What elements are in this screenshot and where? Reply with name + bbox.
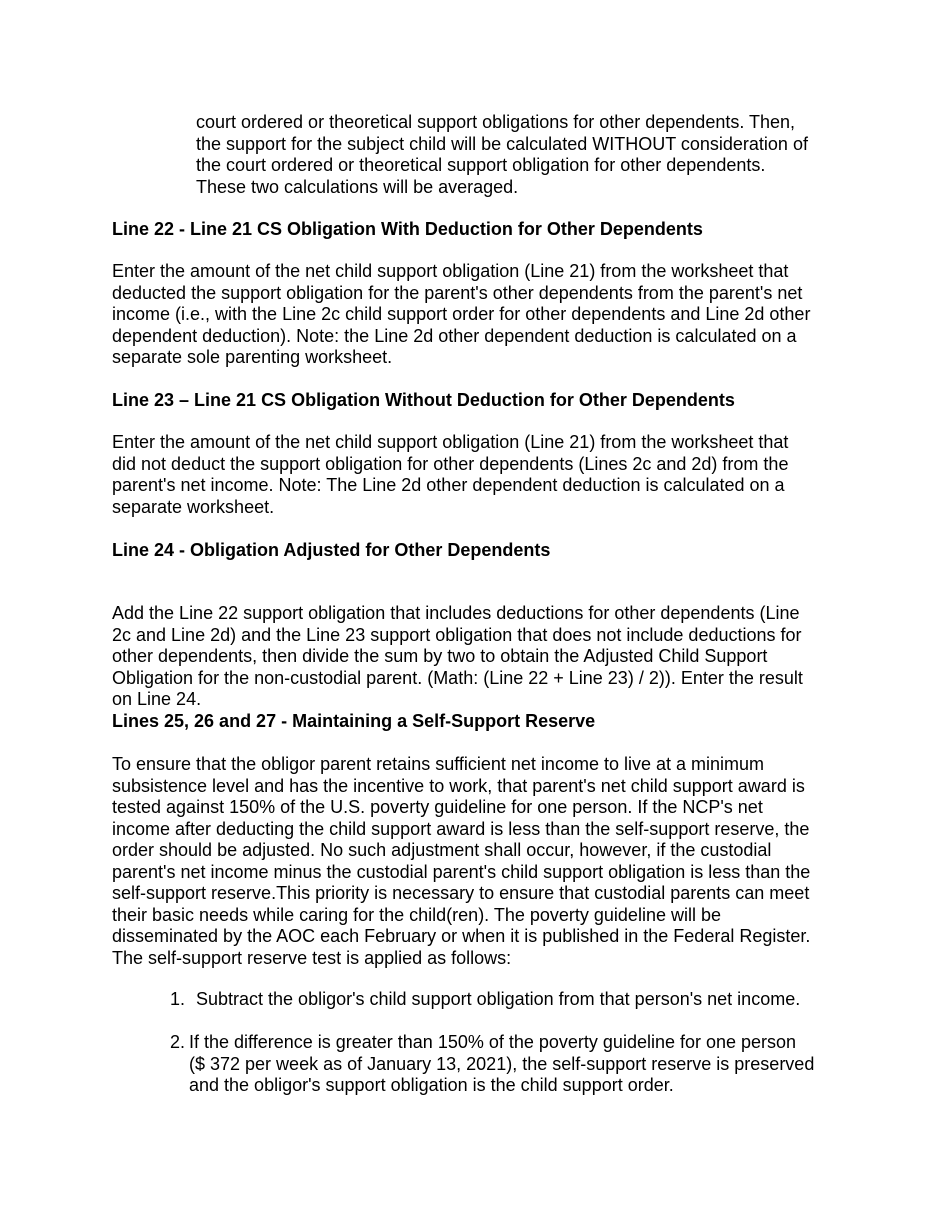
list-number: 1. xyxy=(170,989,186,1009)
section-heading-lines-25-27: Lines 25, 26 and 27 - Maintaining a Self-Support Reserve xyxy=(112,711,596,731)
list-number: 2. xyxy=(170,1032,186,1052)
section-heading-line-23: Line 23 – Line 21 CS Obligation Without Deduction for Other Dependents xyxy=(112,390,735,410)
section-heading-line-24: Line 24 - Obligation Adjusted for Other Dependents xyxy=(112,540,551,560)
list-text: Subtract the obligor's child support obligation from that person's net income. xyxy=(196,989,801,1009)
continuation-paragraph: court ordered or theoretical support obligations for other dependents. Then, the support for the subject child will be calculated WITHOUT consideration of the court ordered or theoretical support obligation for other dependents. These two calculations will be averaged. xyxy=(196,112,808,197)
section-body-lines-25-27: To ensure that the obligor parent retains sufficient net income to live at a minimum subsistence level and has the incentive to work, that parent's net child support award is tested against 150% of the U.S. poverty guideline for one person. If the NCP's net income after deducting the child support award is less than the self-support reserve, the order should be adjusted. No such adjustment shall occur, however, if the custodial parent's net income minus the custodial parent's child support obligation is less than the self-support reserve.This priority is necessary to ensure that custodial parents can meet their basic needs while caring for the child(ren). The poverty guideline will be disseminated by the AOC each February or when it is published in the Federal Register. The self-support reserve test is applied as follows: xyxy=(112,754,811,968)
list-text: If the difference is greater than 150% of the poverty guideline for one person ($ 372 per week as of January 13, 2021), the self-support reserve is preserved and the obligor's support obligation is the child support order. xyxy=(189,1032,815,1095)
section-body-line-22: Enter the amount of the net child support obligation (Line 21) from the worksheet that deducted the support obligation for the parent's other dependents from the parent's net income (i.e., with the Line 2c child support order for other dependents and Line 2d other dependent deduction). Note: the Line 2d other dependent deduction is calculated on a separate sole parenting worksheet. xyxy=(112,261,811,367)
section-body-line-24: Add the Line 22 support obligation that includes deductions for other dependents (Line 2c and Line 2d) and the Line 23 support obligation that does not include deductions for other dependents, then divide the sum by two to obtain the Adjusted Child Support Obligation for the non-custodial parent. (Math: (Line 22 + Line 23) / 2)). Enter the result on Line 24. xyxy=(112,603,803,709)
section-heading-line-22: Line 22 - Line 21 CS Obligation With Deduction for Other Dependents xyxy=(112,219,703,239)
section-body-line-23: Enter the amount of the net child support obligation (Line 21) from the worksheet that did not deduct the support obligation for other dependents (Lines 2c and 2d) from the parent's net income. Note: The Line 2d other dependent deduction is calculated on a separate worksheet. xyxy=(112,432,789,517)
